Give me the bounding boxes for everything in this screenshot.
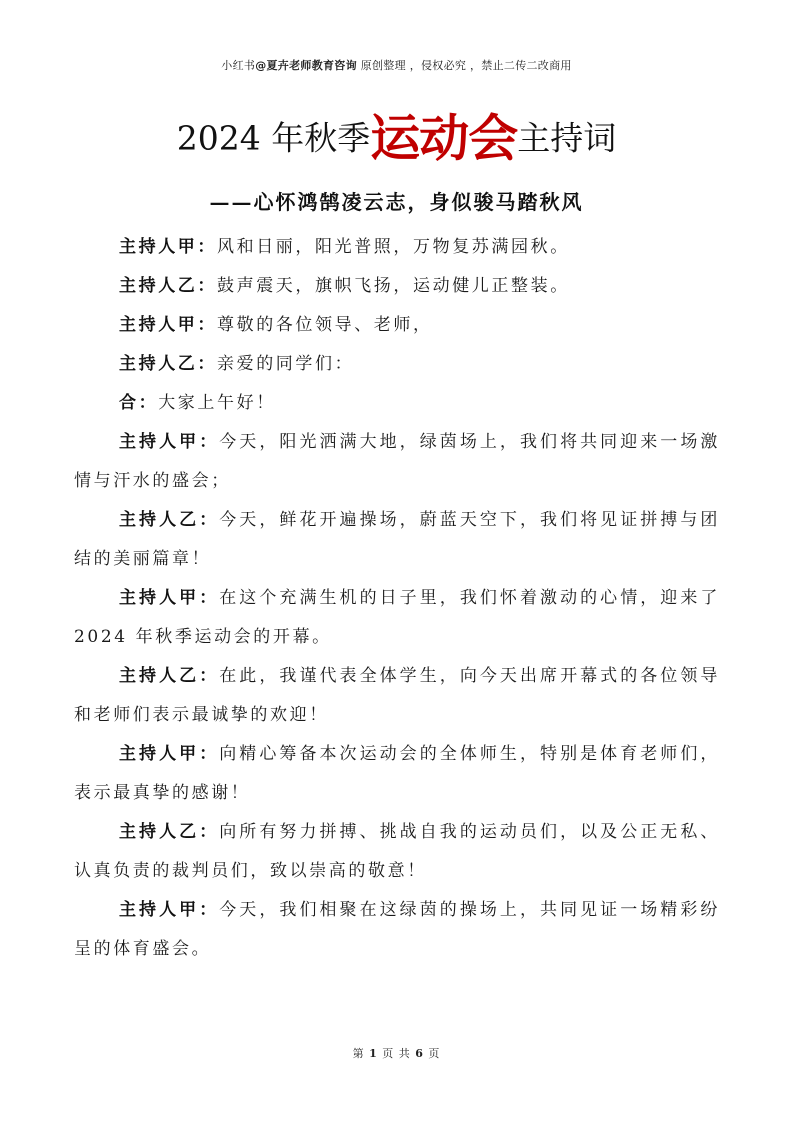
- speaker-label: 主持人乙：: [119, 510, 220, 530]
- current-page-number: 1: [369, 1047, 378, 1060]
- title-highlight: 运动会: [370, 108, 518, 168]
- page-number-middle: 页 共: [377, 1047, 416, 1060]
- dialogue-line: [74, 384, 720, 423]
- speaker-label: 主持人乙：: [119, 666, 220, 686]
- speaker-label: 合：: [119, 393, 159, 413]
- dialogue-text: 向精心筹备本次运动会的全体师生，特别是体育老师们，表示最真挚的感谢！: [74, 744, 721, 803]
- dialogue-line: [74, 813, 720, 891]
- dialogue-line: [74, 267, 720, 306]
- dialogue-line: [74, 345, 720, 384]
- title-year-season: 2024 年秋季: [176, 118, 371, 158]
- speaker-label: 主持人甲：: [119, 315, 217, 335]
- dialogue-text: 向所有努力拼搏、挑战自我的运动员们，以及公正无私、认真负责的裁判员们，致以崇高的敬意！: [74, 822, 721, 881]
- watermark-prefix: 小红书: [221, 59, 256, 72]
- dialogue-text: 大家上午好！: [158, 393, 276, 413]
- total-page-count: 6: [415, 1047, 424, 1060]
- dialogue-text: 尊敬的各位领导、老师，: [217, 315, 433, 335]
- dialogue-text: 在此，我谨代表全体学生，向今天出席开幕式的各位领导和老师们表示最诚挚的欢迎！: [74, 666, 721, 725]
- speaker-label: 主持人甲：: [119, 744, 220, 764]
- dialogue-text: 鼓声震天，旗帜飞扬，运动健儿正整装。: [217, 276, 570, 296]
- speaker-label: 主持人乙：: [119, 822, 220, 842]
- speaker-label: 主持人甲：: [119, 432, 220, 452]
- dialogue-text: 在这个充满生机的日子里，我们怀着激动的心情，迎来了2024 年秋季运动会的开幕。: [74, 588, 721, 647]
- dialogue-text: 今天，阳光洒满大地，绿茵场上，我们将共同迎来一场激情与汗水的盛会；: [74, 432, 721, 491]
- dialogue-text: 风和日丽，阳光普照，万物复苏满园秋。: [217, 237, 570, 257]
- dialogue-line: [74, 891, 720, 969]
- dialogue-line: [74, 657, 720, 735]
- page-number-suffix: 页: [423, 1047, 441, 1060]
- speaker-label: 主持人甲：: [119, 900, 220, 920]
- speaker-label: 主持人乙：: [119, 276, 217, 296]
- dialogue-line: [74, 735, 720, 813]
- watermark-brand: @夏卉老师教育咨询: [255, 59, 357, 72]
- dialogue-line: [74, 501, 720, 579]
- dialogue-text: 今天，鲜花开遍操场，蔚蓝天空下，我们将见证拼搏与团结的美丽篇章！: [74, 510, 721, 569]
- speaker-label: 主持人乙：: [119, 354, 217, 374]
- page-footer: [0, 1045, 793, 1061]
- title-suffix: 主持词: [517, 118, 617, 158]
- dialogue-text: 今天，我们相聚在这绿茵的操场上，共同见证一场精彩纷呈的体育盛会。: [74, 900, 721, 959]
- script-body: [74, 228, 720, 969]
- dialogue-line: [74, 228, 720, 267]
- dialogue-line: [74, 579, 720, 657]
- speaker-label: 主持人甲：: [119, 588, 220, 608]
- dialogue-text: 亲爱的同学们：: [217, 354, 355, 374]
- page-subtitle: ——心怀鸿鹄凌云志，身似骏马踏秋风: [209, 190, 584, 214]
- watermark-suffix: 原创整理 ，侵权必究 ，禁止二传二改商用: [356, 59, 572, 72]
- page-number-prefix: 第: [352, 1047, 370, 1060]
- page-title: [0, 108, 793, 169]
- dialogue-line: [74, 423, 720, 501]
- dialogue-line: [74, 306, 720, 345]
- copyright-watermark: [0, 57, 793, 73]
- speaker-label: 主持人甲：: [119, 237, 217, 257]
